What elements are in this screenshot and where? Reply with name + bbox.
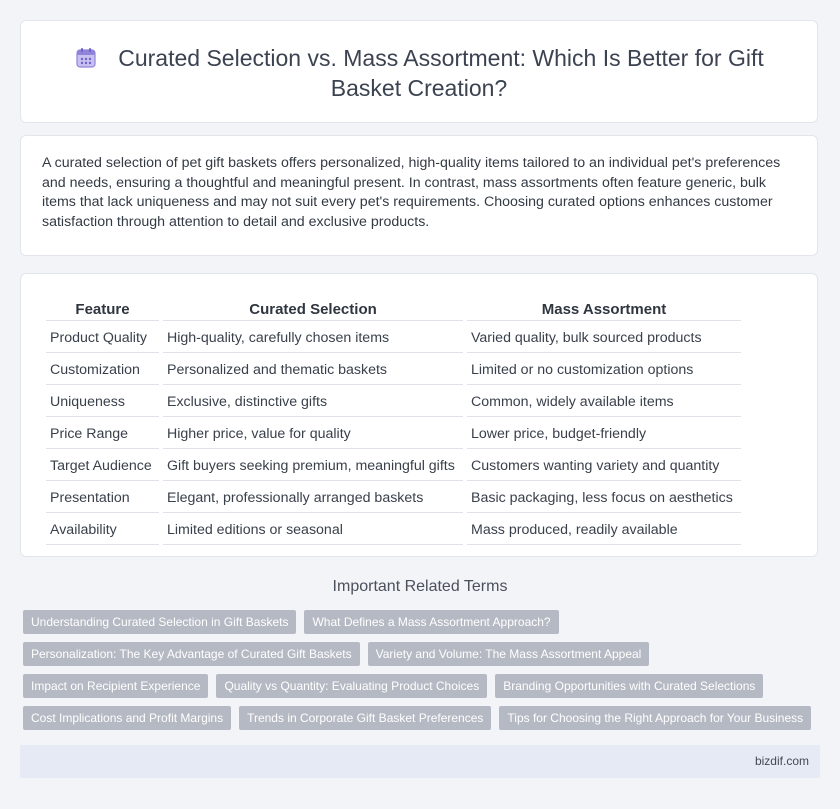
header-mass: Mass Assortment xyxy=(467,298,741,321)
cell-mass: Varied quality, bulk sourced products xyxy=(467,323,741,353)
related-terms-list xyxy=(23,610,823,738)
table-row xyxy=(46,451,741,481)
cell-feature: Availability xyxy=(46,515,159,545)
related-terms-row xyxy=(23,610,823,634)
header-feature: Feature xyxy=(46,298,159,321)
page-title-wrap xyxy=(21,43,817,103)
cell-curated: Gift buyers seeking premium, meaningful gifts xyxy=(163,451,463,481)
related-term-tag[interactable]: Quality vs Quantity: Evaluating Product Choices xyxy=(216,674,487,698)
related-term-tag[interactable]: Branding Opportunities with Curated Selections xyxy=(495,674,763,698)
intro-paragraph: A curated selection of pet gift baskets offers personalized, high-quality items tailored to an individual pet's preferences and needs, ensuring a thoughtful and meaningful present. In contrast, mass assortments often feature generic, bulk items that lack uniqueness and may not suit every pet's requirements. Choosing curated options enhances customer satisfaction through attention to detail and exclusive products. xyxy=(42,155,781,230)
cell-feature: Presentation xyxy=(46,483,159,513)
comparison-table xyxy=(42,296,745,547)
footer xyxy=(20,745,820,778)
related-term-tag[interactable]: What Defines a Mass Assortment Approach? xyxy=(304,610,558,634)
table-row xyxy=(46,515,741,545)
cell-feature: Product Quality xyxy=(46,323,159,353)
intro-card xyxy=(20,135,818,256)
related-terms-row xyxy=(23,706,823,730)
cell-feature: Customization xyxy=(46,355,159,385)
cell-mass: Basic packaging, less focus on aesthetics xyxy=(467,483,741,513)
page-title: Curated Selection vs. Mass Assortment: Which Is Better for Gift Basket Creation? xyxy=(118,45,764,101)
comparison-card xyxy=(20,273,818,557)
related-terms-title: Important Related Terms xyxy=(332,578,508,595)
table-row xyxy=(46,419,741,449)
table-row xyxy=(46,483,741,513)
table-row xyxy=(46,387,741,417)
cell-mass: Common, widely available items xyxy=(467,387,741,417)
related-term-tag[interactable]: Impact on Recipient Experience xyxy=(23,674,208,698)
related-term-tag[interactable]: Tips for Choosing the Right Approach for Your Business xyxy=(499,706,811,730)
table-row xyxy=(46,355,741,385)
related-term-tag[interactable]: Cost Implications and Profit Margins xyxy=(23,706,231,730)
cell-curated: Elegant, professionally arranged baskets xyxy=(163,483,463,513)
cell-curated: High-quality, carefully chosen items xyxy=(163,323,463,353)
related-term-tag[interactable]: Trends in Corporate Gift Basket Preferences xyxy=(239,706,491,730)
cell-feature: Target Audience xyxy=(46,451,159,481)
cell-mass: Customers wanting variety and quantity xyxy=(467,451,741,481)
related-term-tag[interactable]: Understanding Curated Selection in Gift Baskets xyxy=(23,610,296,634)
related-term-tag[interactable]: Personalization: The Key Advantage of Curated Gift Baskets xyxy=(23,642,360,666)
cell-feature: Uniqueness xyxy=(46,387,159,417)
cell-curated: Limited editions or seasonal xyxy=(163,515,463,545)
cell-mass: Mass produced, readily available xyxy=(467,515,741,545)
cell-mass: Limited or no customization options xyxy=(467,355,741,385)
header-curated: Curated Selection xyxy=(163,298,463,321)
table-header-row xyxy=(46,298,741,321)
cell-curated: Personalized and thematic baskets xyxy=(163,355,463,385)
cell-curated: Higher price, value for quality xyxy=(163,419,463,449)
footer-site[interactable]: bizdif.com xyxy=(754,754,809,768)
cell-feature: Price Range xyxy=(46,419,159,449)
calendar-icon xyxy=(74,46,98,70)
related-terms-row xyxy=(23,642,823,666)
related-terms-row xyxy=(23,674,823,698)
title-card xyxy=(20,20,818,123)
cell-curated: Exclusive, distinctive gifts xyxy=(163,387,463,417)
table-row xyxy=(46,323,741,353)
related-term-tag[interactable]: Variety and Volume: The Mass Assortment Appeal xyxy=(368,642,650,666)
cell-mass: Lower price, budget-friendly xyxy=(467,419,741,449)
